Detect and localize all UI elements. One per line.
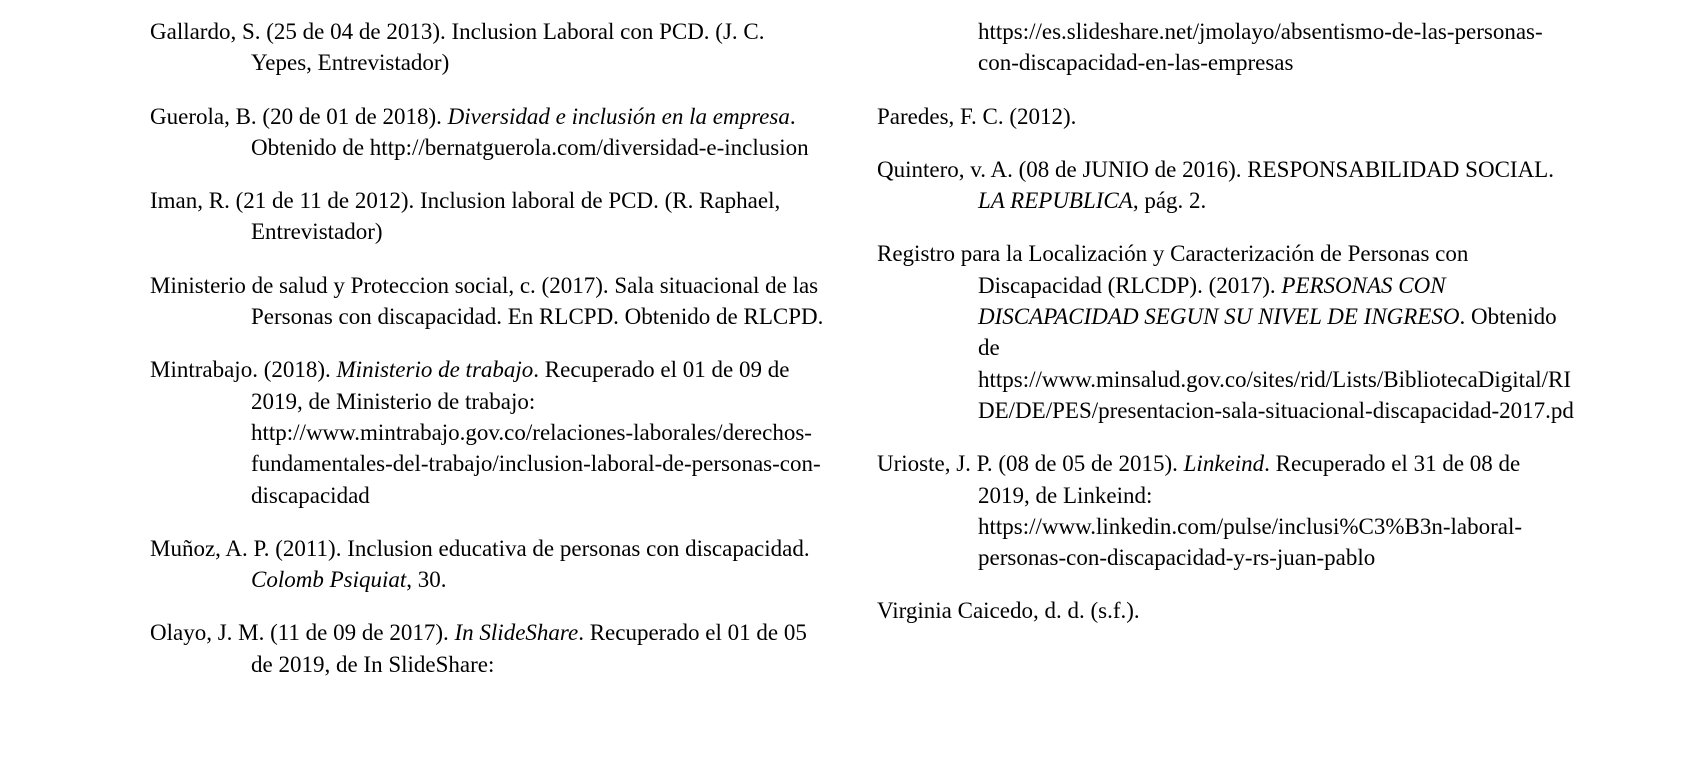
reference-title: Ministerio de trabajo (336, 357, 534, 383)
reference-text: . Obtenido de http://bernatguerola.com/diversidad-e-inclusion (251, 103, 809, 160)
reference-text: . Recuperado el 31 de 08 de 2019, de Linkeind: https://www.linkedin.com/pulse/inclusi%C3%B3n-laboral-personas-con-discapacidad-y-rs-juan-pablo (978, 451, 1523, 571)
reference-entry (150, 533, 830, 596)
reference-title: Linkeind (1183, 451, 1265, 477)
reference-entry (150, 185, 830, 248)
reference-title: PERSONAS CON DISCAPACIDAD SEGUN SU NIVEL DE INGRESO (978, 272, 1460, 330)
reference-text: Quintero, v. A. (08 de JUNIO de 2016). RESPONSABILIDAD SOCIAL. (877, 156, 1554, 182)
reference-entry (150, 354, 830, 510)
reference-title: Diversidad e inclusión en la empresa (447, 103, 790, 129)
reference-entry (150, 101, 830, 164)
references-left-column (150, 16, 830, 702)
reference-title: In SlideShare (454, 620, 579, 646)
reference-text: , 30. (406, 567, 447, 593)
reference-text: Urioste, J. P. (08 de 05 de 2015). (877, 451, 1184, 477)
reference-entry (877, 154, 1577, 217)
reference-entry (150, 270, 830, 333)
reference-text: , pág. 2. (1132, 188, 1207, 214)
reference-text: Paredes, F. C. (2012). (877, 103, 1077, 129)
reference-title: Colomb Psiquiat (251, 567, 407, 593)
reference-text: Iman, R. (21 de 11 de 2012). Inclusion laboral de PCD. (R. Raphael, Entrevistador) (150, 188, 781, 245)
reference-text: Olayo, J. M. (11 de 09 de 2017). (150, 620, 455, 646)
reference-text: Mintrabajo. (2018). (150, 357, 337, 383)
reference-text: Gallardo, S. (25 de 04 de 2013). Inclusion Laboral con PCD. (J. C. Yepes, Entrevistador) (150, 19, 765, 76)
reference-text: . Recuperado el 01 de 05 de 2019, de In SlideShare: (251, 620, 807, 677)
reference-title: LA REPUBLICA (978, 188, 1133, 214)
reference-text: Registro para la Localización y Caracterización de Personas con Discapacidad (RLCDP). (2017). (877, 241, 1469, 298)
references-right-column (877, 16, 1577, 649)
reference-text: Ministerio de salud y Proteccion social, c. (2017). Sala situacional de las Personas con discapacidad. En RLCPD. Obtenido de RLCPD. (150, 272, 824, 330)
reference-text: . Recuperado el 01 de 09 de 2019, de Ministerio de trabajo: http://www.mintrabajo.gov.co/relaciones-laborales/derechos-fundamentales-del-trabajo/inclusion-laboral-de-personas-con-discapacidad (251, 357, 821, 508)
reference-text: . Obtenido de https://www.minsalud.gov.co/sites/rid/Lists/BibliotecaDigital/RIDE/DE/PES/presentacion-sala-situacional-discapacidad-2017.pd (978, 304, 1574, 423)
reference-text: Virginia Caicedo, d. d. (s.f.). (877, 598, 1140, 624)
reference-text: Guerola, B. (20 de 01 de 2018). (150, 103, 448, 129)
reference-entry (877, 595, 1577, 626)
reference-text: Muñoz, A. P. (2011). Inclusion educativa de personas con discapacidad. (150, 535, 810, 561)
reference-continuation: https://es.slideshare.net/jmolayo/absentismo-de-las-personas-con-discapacidad-en-las-empresas (978, 19, 1543, 76)
reference-entry (877, 448, 1577, 573)
reference-entry (877, 238, 1577, 426)
reference-entry (150, 16, 830, 79)
reference-entry (150, 617, 830, 680)
reference-entry (877, 101, 1577, 132)
